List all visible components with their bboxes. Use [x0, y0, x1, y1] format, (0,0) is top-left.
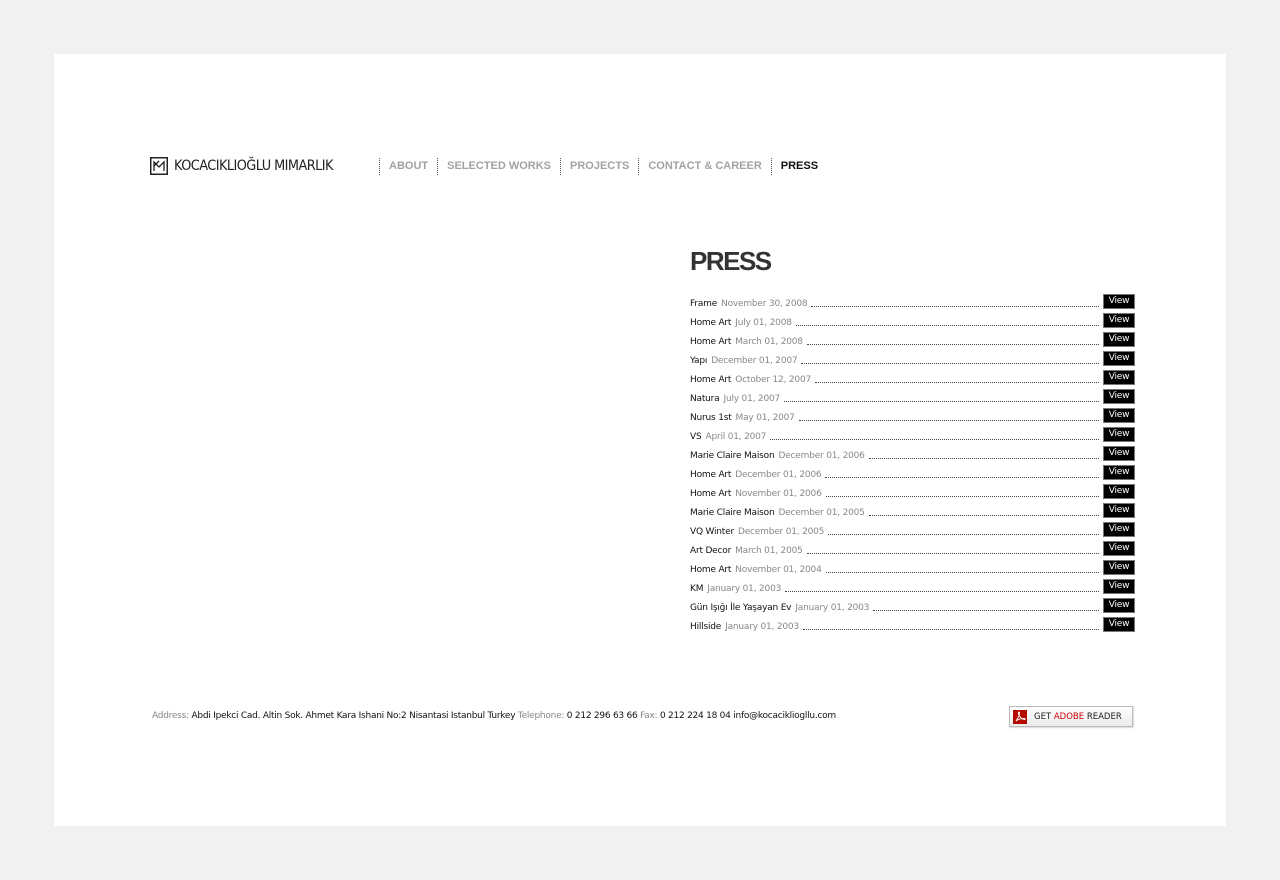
dotted-leader	[807, 344, 1099, 345]
view-button[interactable]: View	[1104, 428, 1134, 441]
press-item-name: Frame	[690, 298, 718, 309]
dotted-leader	[784, 401, 1099, 402]
dotted-leader	[828, 534, 1099, 535]
press-item-name: Home Art	[690, 488, 732, 499]
telephone-value: 0 212 296 63 66	[566, 711, 638, 721]
view-button[interactable]: View	[1104, 504, 1134, 517]
view-button[interactable]: View	[1104, 390, 1134, 403]
press-item-date: July 01, 2008	[735, 317, 792, 328]
get-adobe-reader-button[interactable]	[1009, 706, 1133, 727]
press-item-name: VS	[690, 431, 702, 442]
dotted-leader	[811, 306, 1099, 307]
view-button[interactable]: View	[1104, 542, 1134, 555]
page-container	[54, 54, 1226, 826]
dotted-leader	[785, 591, 1099, 592]
press-item	[690, 332, 1134, 351]
press-item-date: January 01, 2003	[795, 602, 870, 613]
telephone-label: Telephone:	[517, 711, 565, 721]
view-button[interactable]: View	[1104, 523, 1134, 536]
dotted-leader	[826, 496, 1099, 497]
press-item-date: July 01, 2007	[723, 393, 781, 404]
press-item-date: December 01, 2005	[778, 507, 865, 518]
address-value: Abdi Ipekci Cad. Altin Sok. Ahmet Kara Ishani No:2 Nisantasi Istanbul Turkey	[191, 711, 516, 721]
nav-item-projects[interactable]: PROJECTS	[560, 158, 638, 175]
press-item	[690, 313, 1134, 332]
dotted-leader	[826, 572, 1099, 573]
dotted-leader	[803, 629, 1099, 630]
nav-item-selected-works[interactable]: SELECTED WORKS	[437, 158, 560, 175]
press-item	[690, 446, 1134, 465]
press-item	[690, 408, 1134, 427]
nav-item-contact-career[interactable]: CONTACT & CAREER	[638, 158, 770, 175]
view-button[interactable]: View	[1104, 295, 1134, 308]
press-item	[690, 598, 1134, 617]
press-item	[690, 560, 1134, 579]
address-label: Address:	[152, 711, 189, 721]
press-item-name: Home Art	[690, 374, 732, 385]
press-item-name: Marie Claire Maison	[690, 507, 775, 518]
press-item	[690, 294, 1134, 313]
press-item-date: January 01, 2003	[725, 621, 799, 632]
press-item-date: April 01, 2007	[705, 431, 767, 442]
dotted-leader	[799, 420, 1099, 421]
logo-mark-icon	[150, 157, 168, 175]
dotted-leader	[869, 458, 1099, 459]
press-item-date: November 30, 2008	[721, 298, 808, 309]
view-button[interactable]: View	[1104, 333, 1134, 346]
press-item	[690, 351, 1134, 370]
press-item	[690, 427, 1134, 446]
press-item	[690, 617, 1134, 636]
dotted-leader	[815, 382, 1099, 383]
dotted-leader	[770, 439, 1099, 440]
email-link[interactable]: info@kocacikliogllu.com	[733, 711, 836, 721]
view-button[interactable]: View	[1104, 485, 1134, 498]
nav-item-about[interactable]: ABOUT	[379, 158, 437, 175]
adobe-get-text: GET	[1034, 711, 1052, 722]
view-button[interactable]: View	[1104, 447, 1134, 460]
site-logo[interactable]	[150, 157, 347, 175]
view-button[interactable]: View	[1104, 561, 1134, 574]
view-button[interactable]: View	[1104, 371, 1134, 384]
view-button[interactable]: View	[1104, 580, 1134, 593]
press-item-name: Hillside	[690, 621, 722, 632]
press-item	[690, 370, 1134, 389]
press-item-date: December 01, 2007	[711, 355, 798, 366]
press-item-name: Gün Işığı İle Yaşayan Ev	[690, 602, 792, 613]
dotted-leader	[801, 363, 1099, 364]
press-item-date: November 01, 2006	[735, 488, 822, 499]
nav-item-press[interactable]: PRESS	[771, 158, 827, 175]
press-item-name: Home Art	[690, 336, 732, 347]
footer-contact	[152, 711, 836, 721]
press-item-date: December 01, 2006	[778, 450, 865, 461]
dotted-leader	[807, 553, 1099, 554]
press-item-date: December 01, 2005	[737, 526, 825, 537]
logo-wordmark: KOCACIKLIOĞLU MIMARLIK	[174, 158, 333, 174]
press-item-name: Nurus 1st	[690, 412, 732, 423]
view-button[interactable]: View	[1104, 618, 1134, 631]
dotted-leader	[869, 515, 1099, 516]
view-button[interactable]: View	[1104, 466, 1134, 479]
press-item-date: March 01, 2005	[735, 545, 803, 556]
press-item-date: March 01, 2008	[735, 336, 803, 347]
adobe-reader-label	[1034, 712, 1122, 722]
view-button[interactable]: View	[1104, 352, 1134, 365]
main-nav	[379, 158, 827, 175]
press-item	[690, 579, 1134, 598]
page-title: PRESS	[690, 246, 771, 276]
dotted-leader	[796, 325, 1099, 326]
press-item-name: KM	[690, 583, 704, 594]
press-item	[690, 503, 1134, 522]
press-item-name: Home Art	[690, 564, 732, 575]
press-item	[690, 522, 1134, 541]
press-item	[690, 465, 1134, 484]
press-item-date: January 01, 2003	[707, 583, 782, 594]
fax-label: Fax:	[640, 711, 658, 721]
adobe-pdf-icon	[1013, 710, 1027, 724]
fax-value: 0 212 224 18 04	[659, 711, 731, 721]
press-item-name: Marie Claire Maison	[690, 450, 775, 461]
adobe-brand-text: ADOBE	[1053, 711, 1085, 722]
press-item-date: October 12, 2007	[735, 374, 811, 385]
press-item-name: Home Art	[690, 469, 732, 480]
dotted-leader	[825, 477, 1099, 478]
press-item	[690, 541, 1134, 560]
press-list	[690, 294, 1134, 636]
view-button[interactable]: View	[1104, 599, 1134, 612]
press-item	[690, 484, 1134, 503]
dotted-leader	[873, 610, 1099, 611]
press-item-name: Natura	[690, 393, 720, 404]
press-item-date: December 01, 2006	[735, 469, 822, 480]
press-item-name: VQ Winter	[690, 526, 734, 537]
view-button[interactable]: View	[1104, 314, 1134, 327]
press-item	[690, 389, 1134, 408]
press-item-date: November 01, 2004	[735, 564, 822, 575]
press-item-name: Home Art	[690, 317, 732, 328]
adobe-reader-text: READER	[1086, 711, 1122, 722]
press-item-name: Yapı	[690, 355, 708, 366]
press-item-name: Art Decor	[690, 545, 732, 556]
view-button[interactable]: View	[1104, 409, 1134, 422]
press-item-date: May 01, 2007	[735, 412, 795, 423]
